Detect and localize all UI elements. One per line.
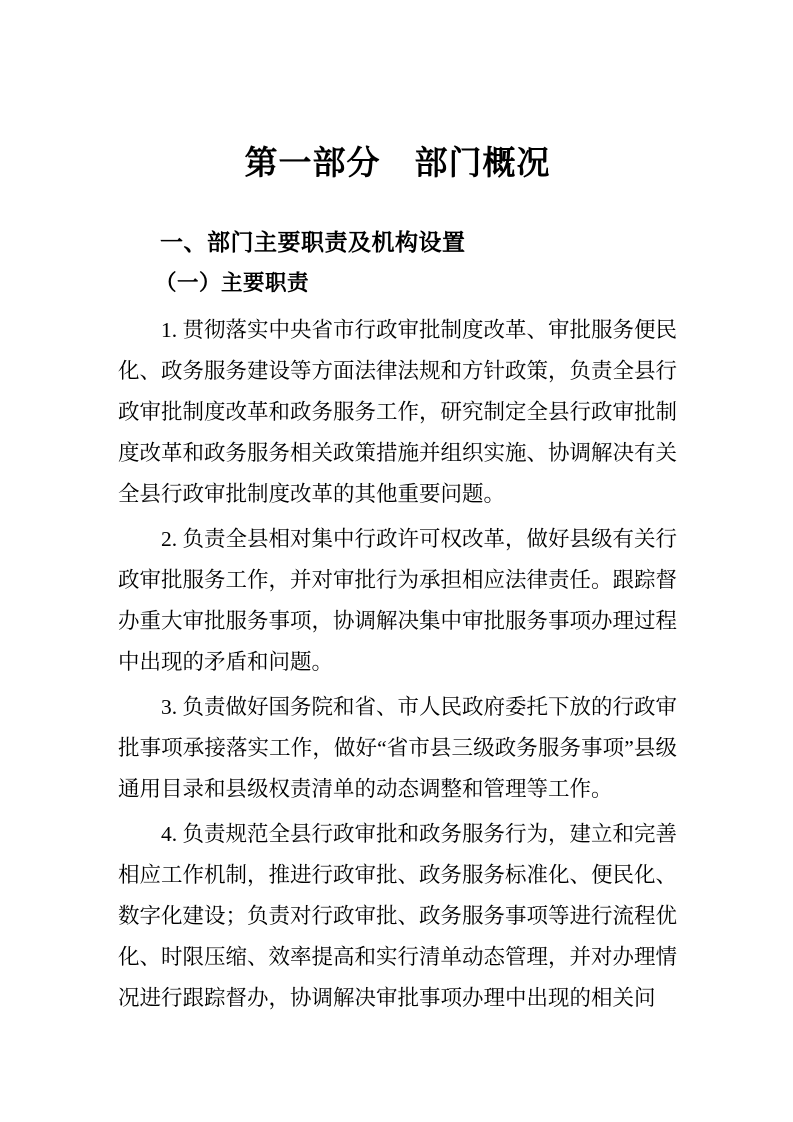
subsection-heading: （一）主要职责 xyxy=(155,271,310,295)
section-heading: 一、部门主要职责及机构设置 xyxy=(160,229,466,255)
document-title: 第一部分 部门概况 xyxy=(244,144,551,181)
paragraph-responsibility-4: 4. 负责规范全县行政审批和政务服务行为，建立和完善相应工作机制，推进行政审批、政务服务标准化、便民化、数字化建设；负责对行政审批、政务服务事项等进行流程优化、时限压缩、效率提高和实行清单动态管理，并对办理情况进行跟踪督办，协调解决审批事项办理中出现的相关问 xyxy=(118,822,678,1010)
paragraph-responsibility-2: 2. 负责全县相对集中行政许可权改革，做好县级有关行政审批服务工作，并对审批行为承担相应法律责任。跟踪督办重大审批服务事项，协调解决集中审批服务事项办理过程中出现的矛盾和问题。 xyxy=(118,527,678,674)
paragraph-responsibility-3: 3. 负责做好国务院和省、市人民政府委托下放的行政审批事项承接落实工作，做好“省市县三级政务服务事项”县级通用目录和县级权责清单的动态调整和管理等工作。 xyxy=(118,695,678,801)
paragraph-responsibility-1: 1. 贯彻落实中央省市行政审批制度改革、审批服务便民化、政务服务建设等方面法律法规和方针政策，负责全县行政审批制度改革和政务服务工作，研究制定全县行政审批制度改革和政务服务相关政策措施并组织实施、协调解决有关全县行政审批制度改革的其他重要问题。 xyxy=(118,318,678,506)
